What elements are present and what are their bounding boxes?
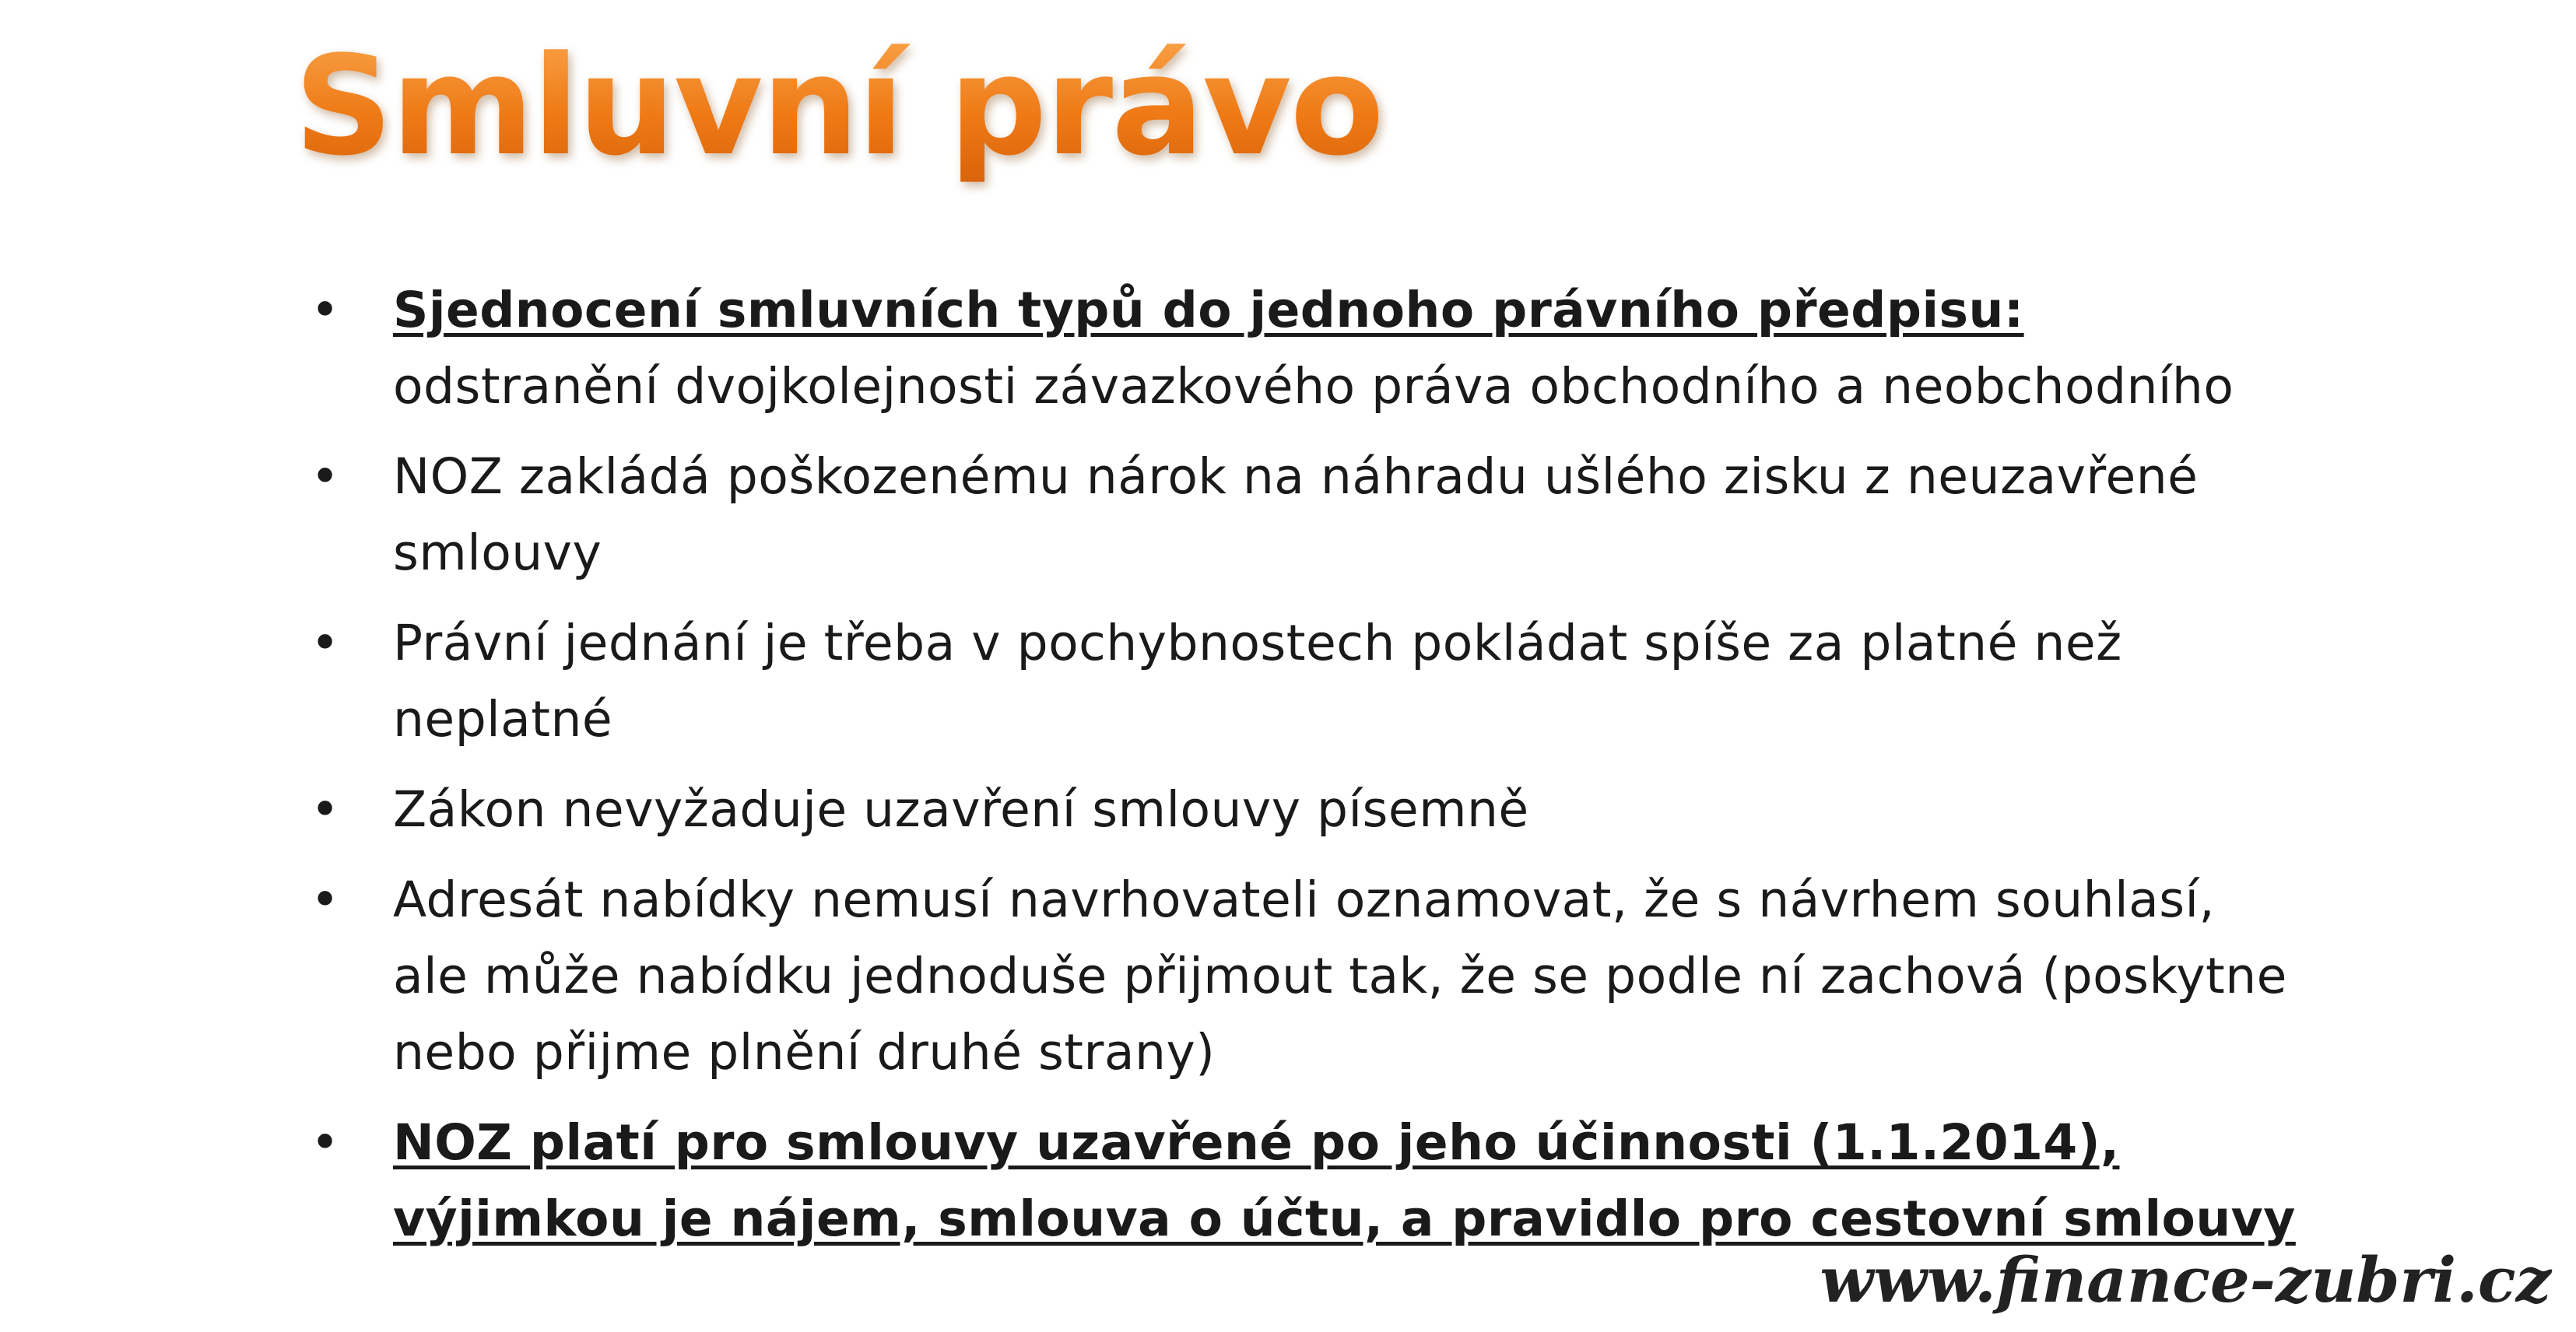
bullet-item [307, 439, 2300, 591]
bullet-text: Adresát nabídky nemusí navrhovateli oznamovat, že s návrhem souhlasí, ale může nabídku jednoduše přijmout tak, že se podle ní zachová (poskytne nebo přijme plnění druhé strany) [393, 871, 2287, 1081]
bullet-text: odstranění dvojkolejnosti závazkového práva obchodního a neobchodního [393, 358, 2234, 415]
bullet-bold-text: Sjednocení smluvních typů do jednoho právního předpisu: [393, 282, 2024, 338]
watermark: www.finance-zubri.cz [1820, 1243, 2551, 1316]
bullet-list [307, 272, 2300, 1271]
slide-title: Smluvní právo [294, 26, 1383, 186]
bullet-text: Právní jednání je třeba v pochybnostech pokládat spíše za platné než neplatné [393, 615, 2122, 748]
bullet-item [307, 605, 2300, 758]
bullet-item [307, 862, 2300, 1091]
bullet-text: Zákon nevyžaduje uzavření smlouvy písemně [393, 781, 1529, 838]
bullet-item [307, 772, 2300, 848]
bullet-icon: • [311, 615, 340, 671]
bullet-icon: • [311, 1114, 340, 1171]
bullet-item [307, 1105, 2300, 1257]
bullet-icon: • [311, 282, 340, 338]
bullet-icon: • [311, 448, 340, 505]
bullet-bold-text: NOZ platí pro smlouvy uzavřené po jeho účinnosti (1.1.2014), výjimkou je nájem, smlouva o účtu, a pravidlo pro cestovní smlouvy [393, 1114, 2296, 1247]
bullet-icon: • [311, 871, 340, 928]
bullet-item [307, 272, 2300, 425]
bullet-text: NOZ zakládá poškozenému nárok na náhradu ušlého zisku z neuzavřené smlouvy [393, 448, 2199, 581]
bullet-icon: • [311, 781, 340, 838]
